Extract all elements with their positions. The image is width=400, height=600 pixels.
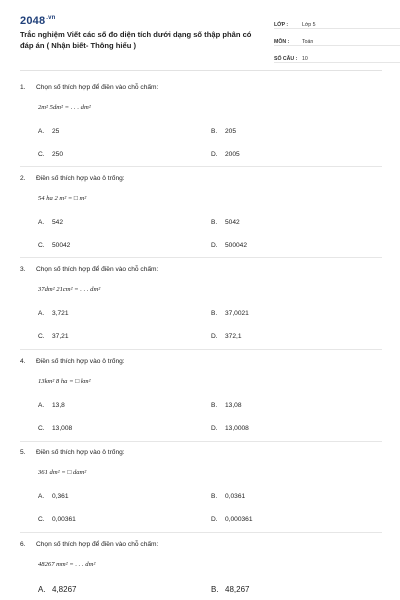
- question-expression: 37dm² 21cm² = . . . dm²: [38, 286, 101, 293]
- question-text: Chọn số thích hợp để điền vào chỗ chấm:: [36, 541, 159, 548]
- document-header: [20, 0, 382, 71]
- divider: [20, 441, 382, 442]
- question-expression: 361 dm² = □ dam²: [38, 469, 87, 476]
- question-text: Điền số thích hợp vào ô trống:: [36, 358, 125, 365]
- option-c[interactable]: C. 250: [38, 151, 64, 158]
- divider: [20, 257, 382, 258]
- meta-value: Lớp 5: [302, 22, 316, 28]
- meta-label: SỐ CÂU :: [274, 56, 298, 62]
- option-d[interactable]: D. 500042: [211, 242, 248, 249]
- option-c[interactable]: C. 50042: [38, 242, 71, 249]
- divider: [20, 166, 382, 167]
- option-d[interactable]: D. 2005: [211, 151, 240, 158]
- option-c[interactable]: C. 0,00361: [38, 516, 76, 523]
- question-number: 6.: [20, 541, 26, 548]
- question-6: [20, 541, 382, 594]
- option-b[interactable]: B. 5042: [211, 219, 240, 226]
- question-2: [20, 175, 382, 249]
- site-logo[interactable]: [20, 15, 56, 27]
- question-number: 5.: [20, 449, 26, 456]
- meta-value: 10: [302, 56, 308, 62]
- meta-row-count: [274, 50, 400, 63]
- question-4: [20, 358, 382, 432]
- option-a[interactable]: A. 25: [38, 128, 60, 135]
- option-d[interactable]: D. 13,0008: [211, 425, 249, 432]
- question-text: Chọn số thích hợp để điền vào chỗ chấm:: [36, 266, 159, 273]
- option-a[interactable]: A. 3,721: [38, 310, 69, 317]
- question-expression: 2m² 5dm² = . . . dm²: [38, 104, 91, 111]
- meta-label: LỚP :: [274, 22, 289, 28]
- question-number: 2.: [20, 175, 26, 182]
- question-1: [20, 84, 382, 158]
- question-number: 4.: [20, 358, 26, 365]
- meta-table: [274, 16, 400, 67]
- question-3: [20, 266, 382, 340]
- option-d[interactable]: D. 0,000361: [211, 516, 253, 523]
- meta-label: MÔN :: [274, 39, 290, 45]
- question-text: Điền số thích hợp vào ô trống:: [36, 175, 125, 182]
- question-text: Điền số thích hợp vào ô trống:: [36, 449, 125, 456]
- option-a[interactable]: A. 0,361: [38, 493, 69, 500]
- divider: [20, 532, 382, 533]
- divider: [20, 349, 382, 350]
- logo-suffix: .vn: [46, 15, 56, 22]
- option-b[interactable]: B. 13,08: [211, 402, 242, 409]
- meta-row-class: [274, 16, 400, 29]
- option-b[interactable]: B. 48,267: [211, 585, 250, 594]
- option-c[interactable]: C. 13,008: [38, 425, 73, 432]
- meta-value: Toán: [302, 39, 314, 45]
- option-b[interactable]: B. 37,0021: [211, 310, 249, 317]
- option-a[interactable]: A. 13,8: [38, 402, 65, 409]
- meta-row-subject: [274, 33, 400, 46]
- question-number: 3.: [20, 266, 26, 273]
- option-d[interactable]: D. 372,1: [211, 333, 242, 340]
- option-b[interactable]: B. 205: [211, 128, 237, 135]
- option-c[interactable]: C. 37,21: [38, 333, 69, 340]
- option-a[interactable]: A. 4,8267: [38, 585, 77, 594]
- option-a[interactable]: A. 542: [38, 219, 64, 226]
- question-5: [20, 449, 382, 523]
- document-title: Trắc nghiệm Viết các số đo diện tích dưới dạng số thập phân có đáp án ( Nhận biết- Thông hiểu ): [20, 30, 252, 50]
- question-text: Chọn số thích hợp để điền vào chỗ chấm:: [36, 84, 159, 91]
- question-number: 1.: [20, 84, 26, 91]
- option-b[interactable]: B. 0,0361: [211, 493, 246, 500]
- question-expression: 13km² 8 ha = □ km²: [38, 378, 91, 385]
- logo-text: 2048: [20, 15, 46, 27]
- question-expression: 48267 mm² = . . . dm²: [38, 561, 96, 568]
- question-expression: 54 ha 2 m² = □ m²: [38, 195, 87, 202]
